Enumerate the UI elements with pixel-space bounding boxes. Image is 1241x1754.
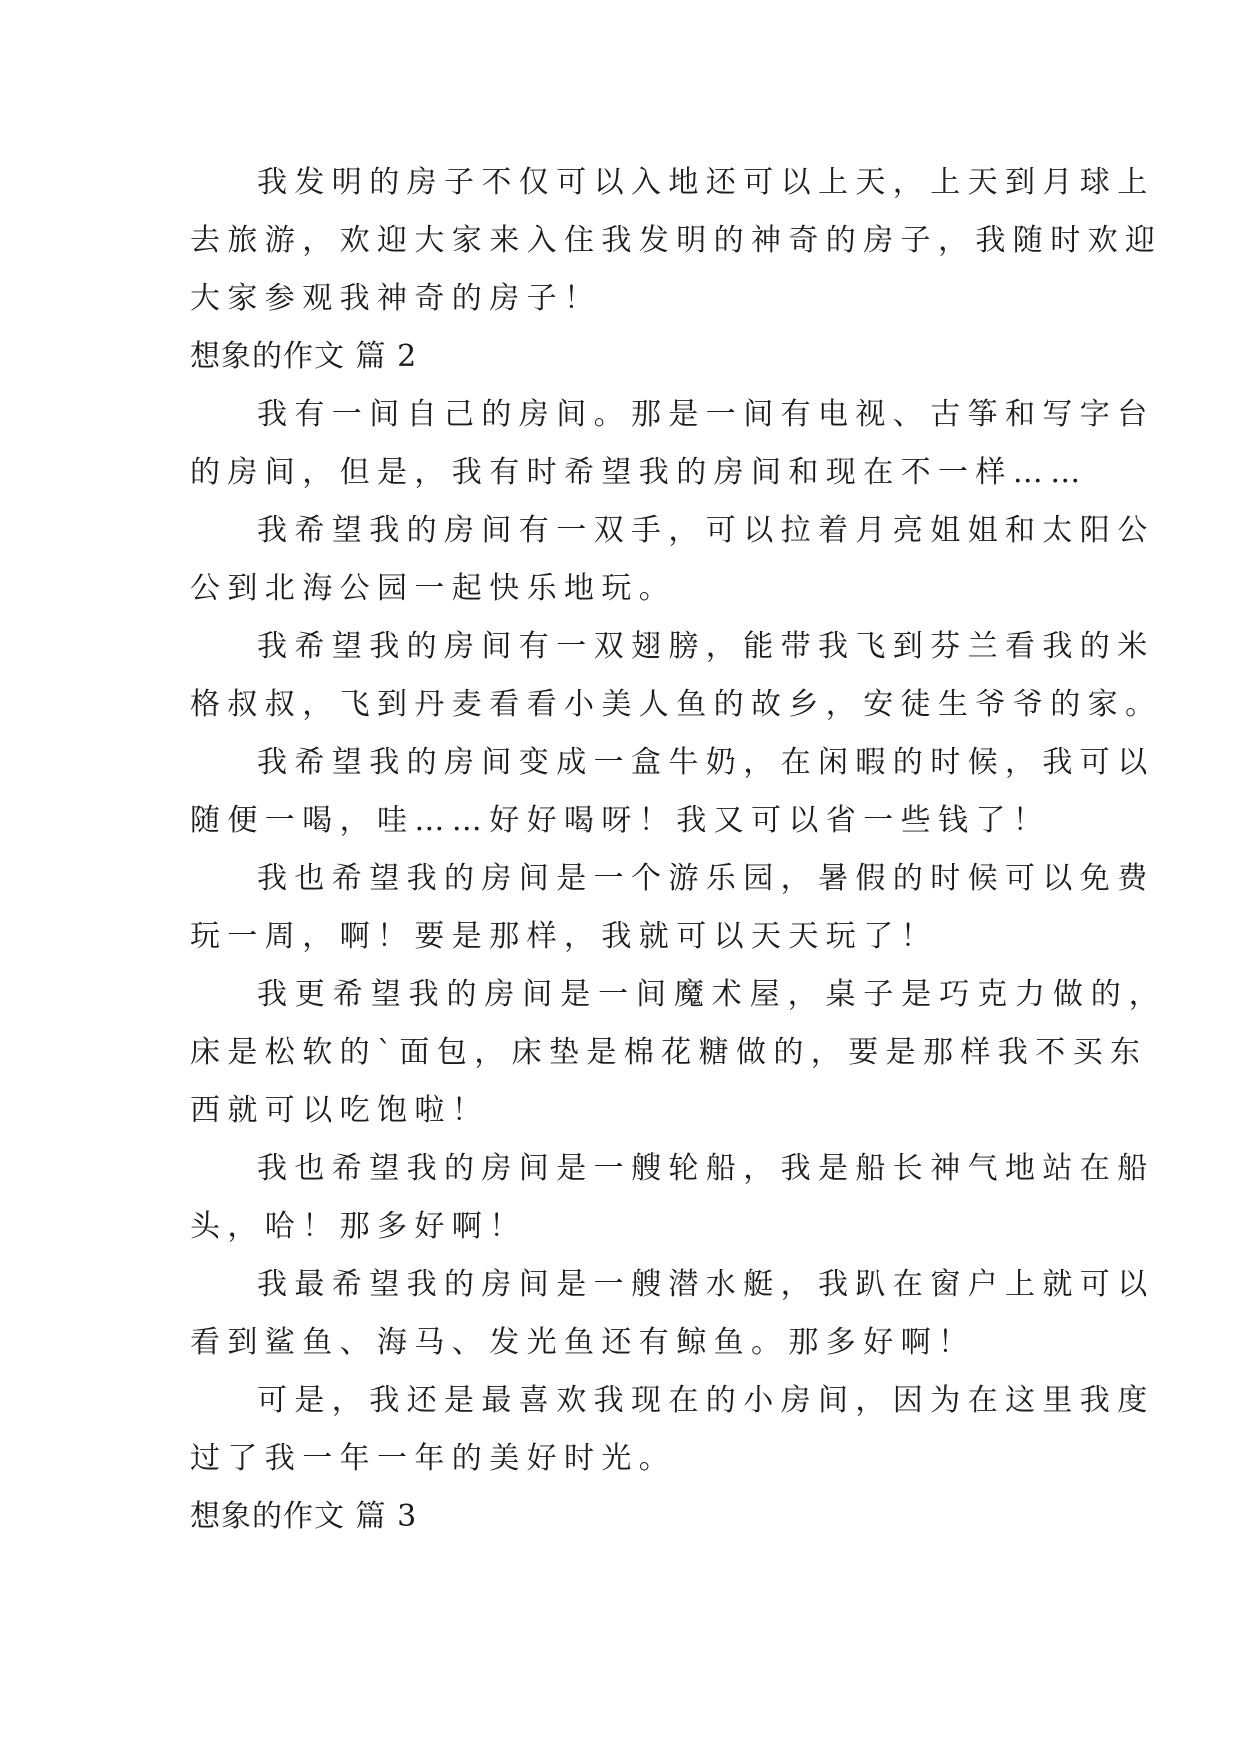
paragraph-line: 格叔叔，飞到丹麦看看小美人鱼的故乡，安徒生爷爷的家。 [190,687,1163,722]
paragraph-line: 过了我一年一年的美好时光。 [190,1441,677,1476]
paragraph-line: 床是松软的`面包，床垫是棉花糖做的，要是那样我不买东 [190,1035,1148,1070]
paragraph-line: 我有一间自己的房间。那是一间有电视、古筝和写字台 [257,397,1155,432]
paragraph-line: 头，哈！那多好啊！ [190,1209,527,1244]
paragraph-line: 西就可以吃饱啦！ [190,1093,490,1128]
section-heading: 想象的作文 篇 3 [190,1499,418,1534]
paragraph-line: 我发明的房子不仅可以入地还可以上天，上天到月球上 [257,165,1155,200]
paragraph-line: 玩一周，啊！要是那样，我就可以天天玩了！ [190,919,938,954]
paragraph-line: 我也希望我的房间是一个游乐园，暑假的时候可以免费 [257,861,1155,896]
paragraph-line: 我希望我的房间变成一盒牛奶，在闲暇的时候，我可以 [257,745,1155,780]
paragraph-line: 公到北海公园一起快乐地玩。 [190,571,677,606]
paragraph-line: 去旅游，欢迎大家来入住我发明的神奇的房子，我随时欢迎 [190,223,1163,258]
paragraph-line: 我也希望我的房间是一艘轮船，我是船长神气地站在船 [257,1151,1155,1186]
paragraph-line: 可是，我还是最喜欢我现在的小房间，因为在这里我度 [257,1383,1155,1418]
paragraph-line: 我更希望我的房间是一间魔术屋，桌子是巧克力做的， [257,977,1167,1012]
paragraph-line: 我希望我的房间有一双翅膀，能带我飞到芬兰看我的米 [257,629,1155,664]
paragraph-line: 的房间，但是，我有时希望我的房间和现在不一样…… [190,455,1088,490]
paragraph-line: 大家参观我神奇的房子！ [190,281,602,316]
section-heading: 想象的作文 篇 2 [190,339,418,374]
paragraph-line: 随便一喝，哇……好好喝呀！我又可以省一些钱了！ [190,803,1051,838]
paragraph-line: 我最希望我的房间是一艘潜水艇，我趴在窗户上就可以 [257,1267,1155,1302]
paragraph-line: 看到鲨鱼、海马、发光鱼还有鲸鱼。那多好啊！ [190,1325,976,1360]
paragraph-line: 我希望我的房间有一双手，可以拉着月亮姐姐和太阳公 [257,513,1155,548]
